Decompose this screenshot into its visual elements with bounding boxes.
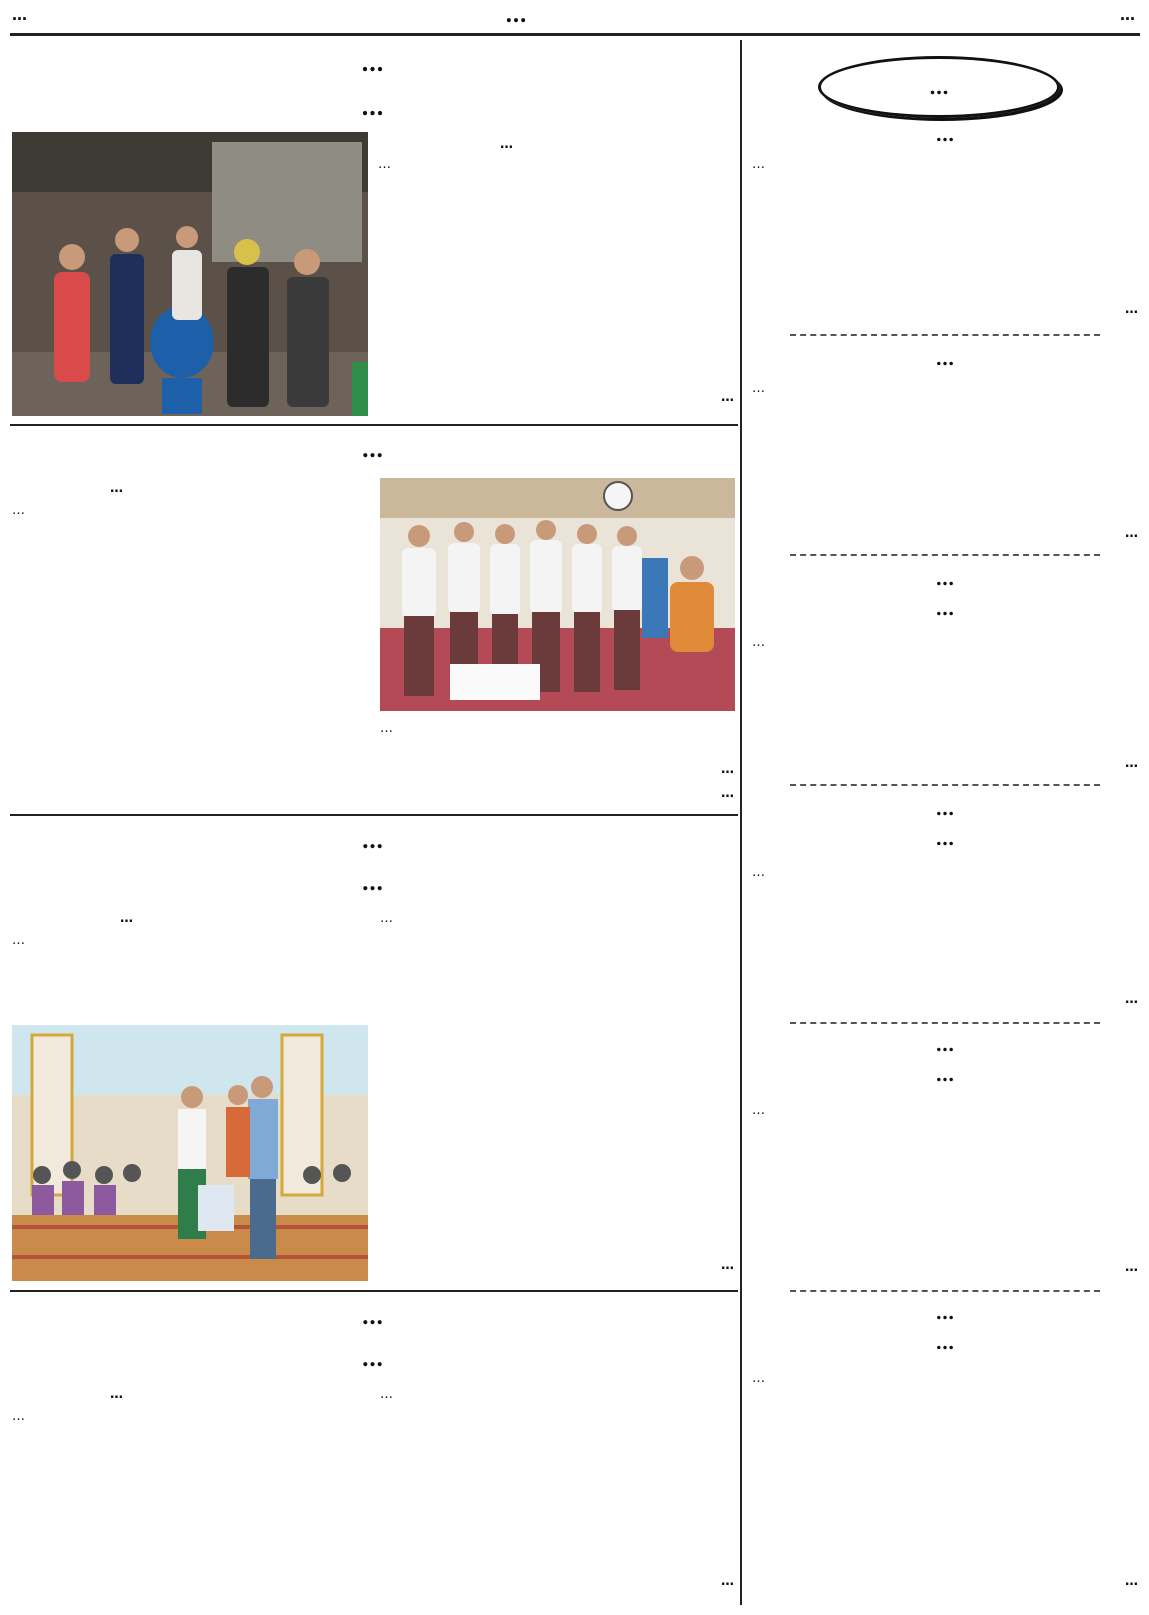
sidebar-item-headline: … — [935, 348, 955, 370]
sidebar-item-body: … — [752, 865, 765, 880]
sidebar-divider — [790, 784, 1100, 786]
masthead-rule — [10, 33, 1140, 36]
sidebar-item-credit: … — [1125, 1574, 1138, 1589]
issue-date: … — [1120, 6, 1135, 24]
story2-headline: … — [361, 437, 384, 463]
sidebar-item-headline: … … — [935, 1302, 955, 1354]
story2-caption: … — [380, 721, 393, 736]
sidebar-item-credit: … — [1125, 756, 1138, 771]
story2-credit1: … — [721, 762, 734, 777]
sidebar-divider — [790, 1022, 1100, 1024]
story1-headline: … … — [361, 50, 384, 121]
main-sidebar-divider — [740, 40, 742, 1605]
story3-body-right: … — [380, 911, 393, 926]
story3-credit: … — [721, 1258, 734, 1273]
story2-bottom-rule — [10, 814, 738, 816]
story1-dateline: … — [500, 137, 513, 152]
story4-credit: … — [721, 1574, 734, 1589]
sidebar-item-headline: … … — [935, 798, 955, 850]
sidebar-item-headline: … … — [935, 1034, 955, 1086]
sidebar-item-body: … — [752, 381, 765, 396]
sidebar-divider — [790, 554, 1100, 556]
story4-headline: … … — [361, 1304, 384, 1372]
sidebar-item-body: … — [752, 635, 765, 650]
story3-headline: … … — [361, 828, 384, 896]
story2-body: … — [12, 503, 25, 518]
sidebar — [750, 42, 1140, 1607]
story3-body-left: … — [12, 933, 25, 948]
sidebar-divider — [790, 1290, 1100, 1292]
story3-dateline: … — [120, 911, 133, 926]
sidebar-item-headline: … — [935, 124, 955, 146]
story1-photo — [12, 132, 368, 416]
sidebar-item-credit: … — [1125, 1260, 1138, 1275]
story1-bottom-rule — [10, 424, 738, 426]
sidebar-item-body: … — [752, 1103, 765, 1118]
sidebar-section-title: … — [818, 56, 1060, 118]
story4-body-right: … — [380, 1387, 393, 1402]
story1-credit: … — [721, 390, 734, 405]
story4-dateline: … — [110, 1387, 123, 1402]
story4-body-left: … — [12, 1409, 25, 1424]
sidebar-item-credit: … — [1125, 302, 1138, 317]
page-label: … — [12, 6, 27, 24]
sidebar-divider — [790, 334, 1100, 336]
story2-dateline: … — [110, 481, 123, 496]
story2-photo — [380, 478, 735, 711]
story1-body: … — [378, 157, 391, 172]
story3-photo — [12, 1025, 368, 1281]
sidebar-item-body: … — [752, 1371, 765, 1386]
sidebar-item-credit: … — [1125, 526, 1138, 541]
sidebar-item-headline: … … — [935, 568, 955, 620]
story2-credit2: … — [721, 786, 734, 801]
sidebar-item-body: … — [752, 157, 765, 172]
newspaper-logo: … — [505, 2, 527, 28]
story3-bottom-rule — [10, 1290, 738, 1292]
sidebar-item-credit: … — [1125, 992, 1138, 1007]
